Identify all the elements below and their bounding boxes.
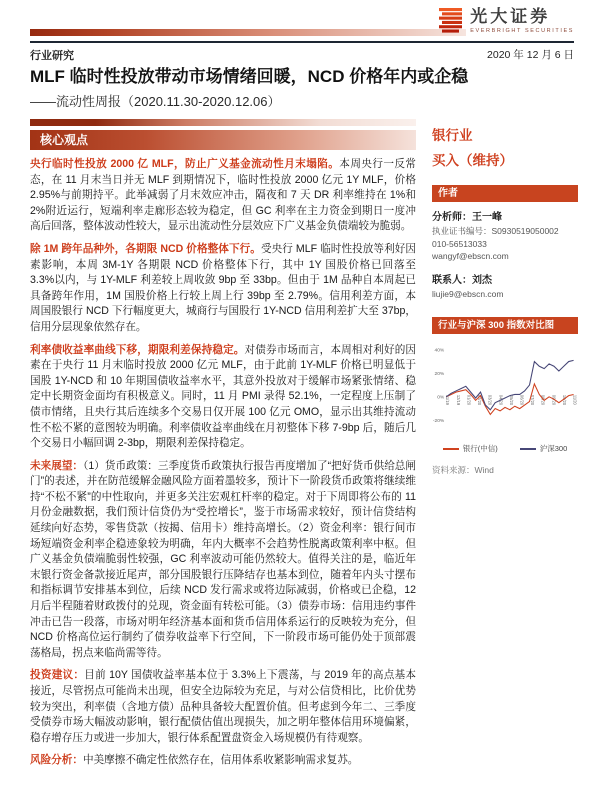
paragraph-lead: 投资建议： [30,669,85,682]
svg-text:-20%: -20% [432,418,445,424]
paragraph-outlook [30,459,416,662]
analyst-cert-number: 执业证书编号：S0930519050002 [432,226,559,236]
report-date: 2020 年 12 月 6 日 [487,49,574,61]
report-type: 行业研究 [30,50,74,62]
svg-text:11/19: 11/19 [445,394,451,405]
legend-item-bank [443,443,498,454]
svg-text:03/20: 03/20 [487,394,493,406]
legend-item-hs300 [520,443,568,454]
paragraph-risk-analysis [30,753,416,769]
svg-text:20%: 20% [434,371,445,377]
paragraph-text: 中美摩擦不确定性依然存在，信用体系收紧影响需求复苏。 [82,754,359,767]
report-subtitle: ——流动性周报（2020.11.30-2020.12.06） [30,94,281,109]
svg-text:07/20: 07/20 [530,394,536,406]
paragraph-lead: 未来展望： [30,459,84,472]
svg-text:08/20: 08/20 [540,394,546,406]
analyst-phone: 010-56513033 [432,238,487,249]
paragraph-mlf-injection [30,157,416,235]
svg-text:10/20: 10/20 [561,394,567,406]
hs300-line-swatch [520,448,536,450]
core-views-body [30,157,416,776]
analyst-name: 分析师：王一峰 [432,212,502,223]
svg-text:05/20: 05/20 [508,394,514,406]
contact-name: 联系人：刘杰 [432,274,492,286]
header-rule [30,41,574,43]
chart-section-header: 行业与沪深 300 指数对比图 [432,317,578,334]
divider-gradient-strip [30,119,416,126]
svg-text:02/20: 02/20 [477,394,483,406]
report-title: MLF 临时性投放带动市场情绪回暖，NCD 价格年内或企稳 [30,67,469,86]
analyst-email: wangyf@ebscn.com [432,251,509,261]
paragraph-lead: 利率债收益率曲线下移，期限利差保持稳定。 [30,343,245,356]
rating-badge: 买入（维持） [432,153,513,168]
header-gradient-bar [30,29,466,36]
core-views-header: 核心观点 [30,130,416,150]
svg-text:11/20: 11/20 [572,394,578,405]
bank-line-swatch [443,448,459,450]
author-section-header: 作者 [432,185,578,202]
paragraph-text: （1）货币政策：三季度货币政策执行报告再度增加了“把好货币供给总闸门”的表述，并在防范缓解金融风险方面着墨较多，预计下一阶段货币政策将继续维持“不松不紧”的中性取向，并更多关注宏观杠杆率的稳定。对于下周即将公布的 11 月份金融数据，我们预计信贷仍为“受控增长”，鉴于市场需求较好，预计信贷结构延续向好态势，零售贷款（按揭、信用卡）维持高增长。（2）资金利率：银行间市场短端资金利率企稳迹象较为明确，年内大概率不会趋势性脱离政策利率中枢。但广义基金负债端脆弱性较强，GC 利率波动可能仍然较大。值得关注的是，临近年末银行资金备款接近尾声，部分国股银行压降结存也基本到位，随着年内头寸摆布和指标调节安排基本到位，后续 NCD 发行需求或将边际减弱，价格或已企稳，12 月后半程随着财政拨付的兑现，资金面有转松可能。（3）债券市场：信用违约事件冲击已告一段落，市场对明年经济基本面和货币信用体系运行的反映较为充分，但 NCD 价格高位运行制约了债券收益率下行空间，下一阶段市场可能仍处于顶部震荡格局，拐点来临尚需等待。 [30,459,417,659]
svg-text:06/20: 06/20 [519,394,525,406]
industry-name: 银行业 [432,128,473,143]
paragraph-lead: 风险分析： [30,754,83,767]
svg-text:04/20: 04/20 [498,394,504,406]
legend-label: 银行(中信) [462,444,498,453]
performance-chart [432,340,578,441]
paragraph-investment-advice [30,668,416,746]
legend-label: 沪深300 [539,444,568,453]
paragraph-lead: 除 1M 跨年品种外，各期限 NCD 价格整体下行。 [30,242,261,255]
svg-text:12/19: 12/19 [455,394,461,406]
line-chart [432,340,578,436]
svg-text:0%: 0% [437,395,445,401]
paragraph-yield-curve [30,343,416,452]
chart-legend [432,443,578,454]
logo-subtext: EVERBRIGHT SECURITIES [470,28,574,34]
paragraph-text: 对债券市场而言，本周相对利好的因素在于央行 11 月末临时投放 2000 亿元 MLF，由于此前 1Y-MLF 价格已明显低于国股 1Y-NCD 和 10 年期国债收益率水平，其意外投放对于缓解市场紧张情绪、稳定中长期资金面均有积极意义。同时，11 月 PMI 录得 52.1%，一定程度上压制了债市情绪，且央行其后连续多个交易日仅开展 100 亿元 OMO，显示出其维持流动性不松不紧的意图较为明确。利率债收益率曲线在月初整体下移 7-9bp 后，随后几个交易日小幅回调 2-3bp，期限利差保持稳定。 [30,343,417,450]
contact-email: liujie9@ebscn.com [432,288,504,299]
company-logo [438,7,574,34]
sidebar [432,127,578,476]
meta-row [30,47,574,63]
paragraph-text: 受央行 MLF 临时性投放等利好因素影响，本周 3M-1Y 各期限 NCD 价格整体下行，其中 1Y 国股价格已回落至 3.3%以内，与 1Y-MLF 利差较上周收敛 9bp 至 33bp。但由于 1M 品种自本周起已具备跨年作用，1M 国股价格上行较上周上行 39bp 至 2.79%。信用利差方面，本周国股银行 NCD 下行幅度更大，城商行与国股行 1Y-NCD 信用利差扩大至 37bp，信用分层现象依然存在。 [30,242,416,333]
paragraph-text: 目前 10Y 国债收益率基本位于 3.3%上下震荡，与 2019 年的高点基本接近，尽管拐点可能尚未出现，但安全边际较为充足，与对公信贷相比，比价优势较为突出，利率债（含地方债）品种具备较大配置价值。但考虑到今年二、三季度受债券市场大幅波动影响，银行配债估值出现损失，加之明年整体信用环境偏紧，稳存增存压力或进一步加大，银行体系配置盘资金入场规模仍有待观察。 [30,669,417,744]
data-source: 资料来源：Wind [432,465,494,475]
svg-text:01/20: 01/20 [466,394,472,406]
svg-text:40%: 40% [434,348,445,354]
paragraph-ncd-prices [30,242,416,336]
everbright-logo-icon [438,7,465,34]
paragraph-text: 本周央行一反常态，在 11 月末当日并无 MLF 到期情况下，临时性投放 2000 亿元 1Y MLF，价格 2.95%与前期持平。此举减弱了月末效应冲击，隔夜和 7 天 DR 利率维持在 1%和 2%附近运行，短端利率走廊形态较为稳定，但 GC 利率在主力资金到期日一度冲高后回落，整体波动性较大，显示出流动性分层效应下广义基金负债端较为脆弱。 [30,158,417,233]
svg-text:09/20: 09/20 [551,394,557,406]
logo-text: 光大证券 [470,7,551,26]
paragraph-lead: 央行临时性投放 2000 亿 MLF，防止广义基金流动性月末塌陷。 [30,158,340,170]
